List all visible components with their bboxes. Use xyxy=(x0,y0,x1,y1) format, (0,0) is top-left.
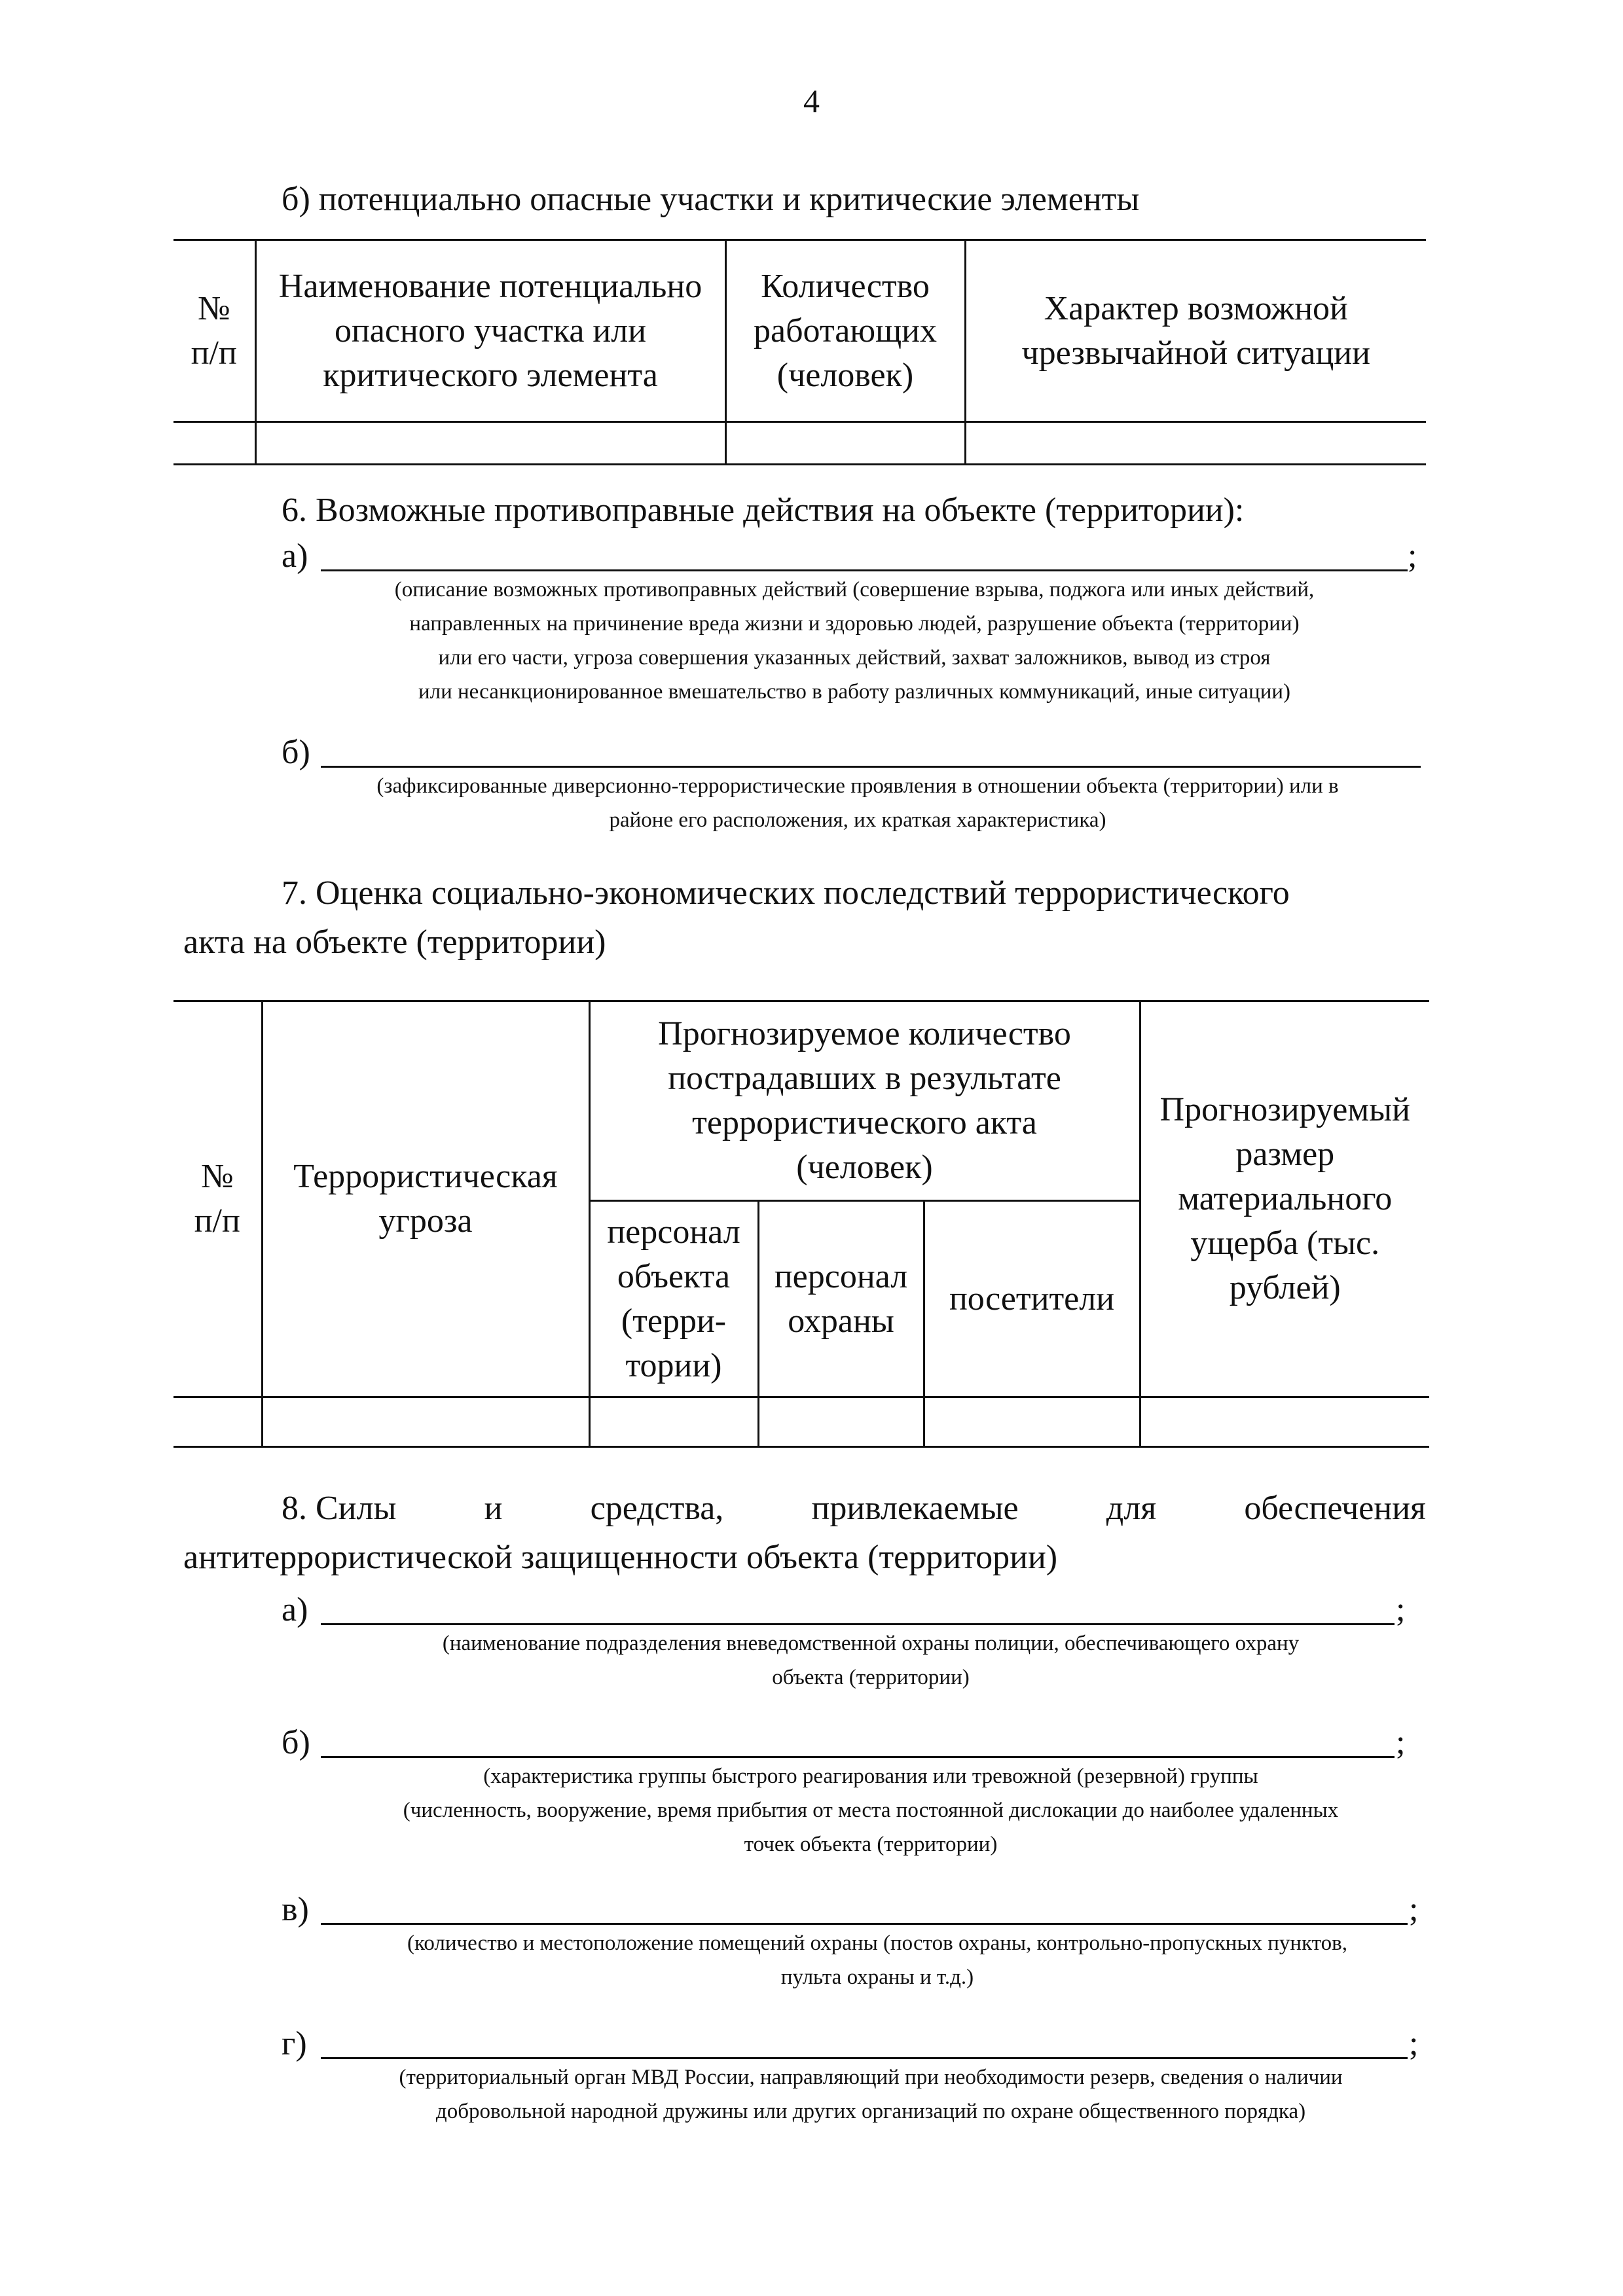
item-b-label: б) xyxy=(282,734,310,771)
header-threat: Террористическая угроза xyxy=(262,1001,589,1397)
note-line: или несанкционированное вмешательство в работу различных коммуникаций, иные ситуации) xyxy=(418,680,1291,704)
heading-word: для xyxy=(1106,1490,1157,1527)
note-6b xyxy=(282,769,1434,837)
section-8-heading-line1 xyxy=(282,1486,1426,1532)
table-cell[interactable] xyxy=(924,1397,1140,1447)
section-7-heading-line2: акта на объекте (территории) xyxy=(183,924,606,961)
table-cell[interactable] xyxy=(965,422,1426,465)
header-element-name: Наименование потенциально опасного участка или критического элемента xyxy=(255,240,725,422)
table-cell[interactable] xyxy=(173,1397,262,1447)
note-line: (характеристика группы быстрого реагирования или тревожной (резервной) группы xyxy=(483,1765,1258,1788)
table-critical-elements xyxy=(173,239,1426,465)
note-8a xyxy=(340,1626,1401,1695)
header-damage: Прогнозируемый размер материального ущерба (тыс. рублей) xyxy=(1140,1001,1429,1397)
section-6-heading: 6. Возможные противоправные действия на объекте (территории): xyxy=(282,492,1245,529)
input-line-6a[interactable] xyxy=(321,569,1408,571)
note-8g xyxy=(308,2060,1434,2128)
table-consequences xyxy=(173,1000,1429,1448)
section-5b-title: б) потенциально опасные участки и критические элементы xyxy=(282,181,1140,218)
note-line: (численность, вооружение, время прибытия от места постоянной дислокации до наиболее удаленных xyxy=(403,1799,1339,1822)
note-6a xyxy=(288,573,1421,709)
subheader-guard-staff: персонал охраны xyxy=(758,1201,924,1397)
header-emergency-type: Характер возможной чрезвычайной ситуации xyxy=(965,240,1426,422)
note-line: (описание возможных противоправных действий (совершение взрыва, поджога или иных действий, xyxy=(394,578,1315,601)
heading-word: 8. Силы xyxy=(282,1490,397,1527)
header-victims: Прогнозируемое количество пострадавших в результате террористического акта (человек) xyxy=(589,1001,1140,1201)
heading-word: привлекаемые xyxy=(811,1490,1019,1527)
table-cell[interactable] xyxy=(173,422,255,465)
section-8-heading-line2: антитеррористической защищенности объекта (территории) xyxy=(183,1539,1058,1576)
header-number: № п/п xyxy=(173,1001,262,1397)
input-line-6b[interactable] xyxy=(321,766,1421,768)
table-cell[interactable] xyxy=(589,1397,758,1447)
heading-word: обеспечения xyxy=(1244,1490,1426,1527)
item-8v-end: ; xyxy=(1409,1891,1419,1928)
note-8v xyxy=(327,1926,1427,1994)
table-cell[interactable] xyxy=(758,1397,924,1447)
input-line-8a[interactable] xyxy=(321,1623,1395,1625)
note-line: (наименование подразделения вневедомственной охраны полиции, обеспечивающего охрану xyxy=(442,1632,1300,1655)
note-line: (зафиксированные диверсионно-террористические проявления в отношении объекта (территории) или в xyxy=(376,774,1339,798)
note-line: точек объекта (территории) xyxy=(744,1833,998,1856)
subheader-object-staff: персонал объекта (терри- тории) xyxy=(589,1201,758,1397)
table-cell[interactable] xyxy=(1140,1397,1429,1447)
item-8v-label: в) xyxy=(282,1891,309,1928)
item-a-label: а) xyxy=(282,537,308,575)
page-number: 4 xyxy=(803,82,820,119)
item-8b-label: б) xyxy=(282,1724,310,1761)
note-line: районе его расположения, их краткая характеристика) xyxy=(609,808,1106,832)
note-8b xyxy=(314,1759,1427,1861)
table-row xyxy=(173,1397,1429,1447)
table-cell[interactable] xyxy=(725,422,965,465)
input-line-8b[interactable] xyxy=(321,1756,1395,1758)
item-8a-end: ; xyxy=(1396,1591,1406,1628)
header-number: № п/п xyxy=(173,240,255,422)
note-line: пульта охраны и т.д.) xyxy=(780,1965,974,1989)
subheader-visitors: посетители xyxy=(924,1201,1140,1397)
table-cell[interactable] xyxy=(255,422,725,465)
item-8b-end: ; xyxy=(1396,1724,1406,1761)
input-line-8g[interactable] xyxy=(321,2057,1408,2059)
note-line: направленных на причинение вреда жизни и здоровью людей, разрушение объекта (территории) xyxy=(409,612,1300,636)
note-line: добровольной народной дружины или других организаций по охране общественного порядка) xyxy=(435,2100,1306,2123)
table-row xyxy=(173,422,1426,465)
item-a-end: ; xyxy=(1408,537,1417,575)
note-line: или его части, угроза совершения указанных действий, захват заложников, вывод из строя xyxy=(438,646,1271,670)
item-8a-label: а) xyxy=(282,1591,308,1628)
section-7-heading-line1: 7. Оценка социально-экономических последствий террористического xyxy=(282,874,1290,912)
note-line: (количество и местоположение помещений охраны (постов охраны, контрольно-пропускных пунктов, xyxy=(407,1931,1347,1955)
heading-word: средства, xyxy=(590,1490,724,1527)
note-line: объекта (территории) xyxy=(772,1666,970,1689)
input-line-8v[interactable] xyxy=(321,1923,1408,1925)
header-workers-count: Количество работающих (человек) xyxy=(725,240,965,422)
item-8g-end: ; xyxy=(1409,2025,1419,2062)
item-8g-label: г) xyxy=(282,2025,307,2062)
note-line: (территориальный орган МВД России, направляющий при необходимости резерв, сведения о наличии xyxy=(399,2066,1343,2089)
table-cell[interactable] xyxy=(262,1397,589,1447)
heading-word: и xyxy=(484,1490,503,1527)
